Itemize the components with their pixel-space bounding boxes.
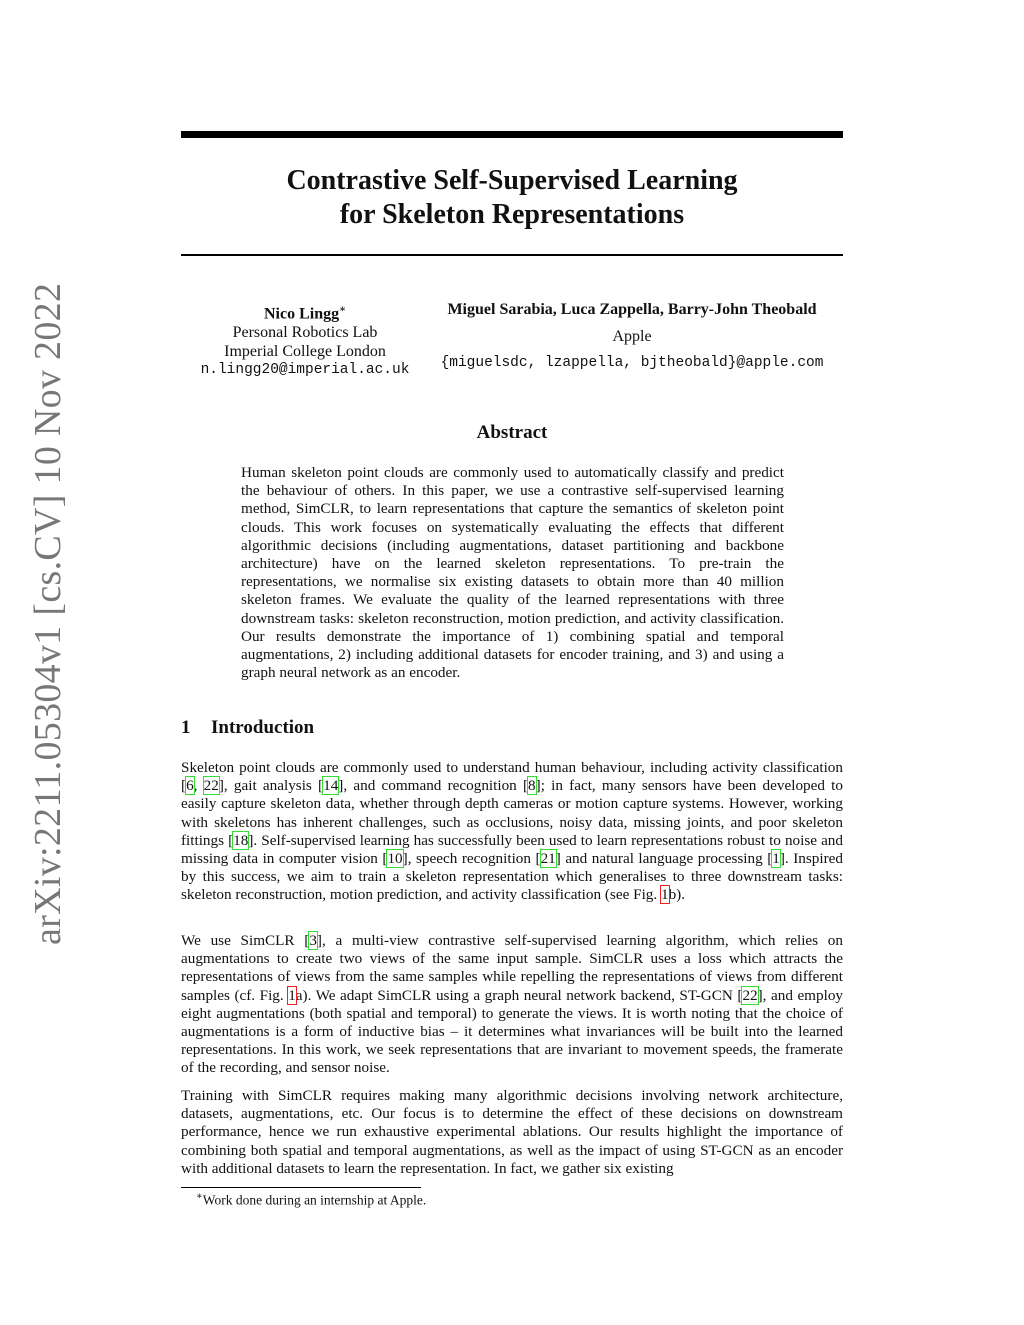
- citation-link[interactable]: 14: [323, 777, 339, 795]
- author-block-2: [430, 300, 834, 373]
- author-affiliation-apple: Apple: [612, 328, 652, 345]
- citation-link[interactable]: 3: [309, 932, 317, 949]
- citation-link[interactable]: 18: [233, 831, 249, 849]
- section-heading-introduction: [181, 717, 314, 739]
- citation-link[interactable]: 1: [772, 850, 780, 868]
- author-block-1: [190, 300, 420, 380]
- author-affiliation-college: Imperial College London: [224, 343, 386, 361]
- author-name: Nico Lingg∗: [263, 304, 347, 323]
- paper-title: [181, 164, 843, 232]
- citation-link[interactable]: 21: [540, 850, 556, 868]
- citation-link[interactable]: 8: [528, 777, 536, 795]
- author-affiliation-lab: Personal Robotics Lab: [232, 324, 378, 342]
- title-line-1: Contrastive Self-Supervised Learning: [286, 165, 738, 196]
- section-title: Introduction: [211, 717, 315, 738]
- abstract-heading: Abstract: [476, 422, 548, 443]
- title-line-2: for Skeleton Representations: [339, 199, 685, 230]
- author-email: n.lingg20@imperial.ac.uk: [200, 362, 410, 379]
- author-names: Miguel Sarabia, Luca Zappella, Barry-John Theobald: [447, 301, 817, 318]
- figure-reference-link[interactable]: 1: [660, 886, 669, 904]
- citation-link[interactable]: 10: [387, 850, 403, 868]
- intro-paragraph-1: Skeleton point clouds are commonly used to understand human behaviour, including activity classification [6, 22], gait analysis [14], and command recognition [8]; in fact, many sensors have been developed to easily capture skeleton data, whether through depth cameras or motion capture systems. However, working with skeletons has inherent challenges, such as occlusions, noisy data, missing joints, and poor skeleton fittings [18]. Self-supervised learning has successfully been used to learn representations robust to noise and missing data in computer vision [10], speech recognition [21] and natural language processing [1]. Inspired by this success, we aim to train a skeleton representation which generalises to three downstream tasks: skeleton reconstruction, motion prediction, and activity classification (see Fig. 1b).: [181, 759, 843, 904]
- intro-paragraph-3: Training with SimCLR requires making many algorithmic decisions involving network architecture, datasets, augmentations, etc. Our focus is to determine the effect of these decisions on downstream performance, hence we run exhaustive experimental ablations. Our results highlight the importance of combining both spatial and temporal augmentations, as well as the impact of using ST-GCN as an encoder with additional datasets to learn the representation. In fact, we gather six existing: [181, 1087, 843, 1177]
- citation-link[interactable]: 22: [203, 777, 219, 795]
- intro-paragraph-2: We use SimCLR [3], a multi-view contrastive self-supervised learning algorithm, which relies on augmentations to create two views of the same input sample. SimCLR uses a loss which attracts the representations of views from the same samples while repelling the representations of views from different samples (cf. Fig. 1a). We adapt SimCLR using a graph neural network backend, ST-GCN [22], and employ eight augmentations (both spatial and temporal) to generate the views. It is worth noting that the choice of augmentations is a form of inductive bias – it determines what invariances will be built into the learned representations. In this work, we seek representations that are invariant to movement speeds, the framerate of the recording, and sensor noise.: [181, 932, 844, 1077]
- title-top-rule: [181, 131, 843, 138]
- title-bottom-rule: [181, 254, 843, 256]
- citation-link[interactable]: 6: [186, 777, 194, 795]
- arxiv-identifier: arXiv:2211.05304v1 [cs.CV] 10 Nov 2022: [27, 282, 69, 945]
- author-emails: {miguelsdc, lzappella, bjtheobald}@apple.com: [440, 355, 824, 371]
- section-number: 1: [181, 717, 191, 738]
- footnote-rule: [181, 1187, 421, 1188]
- footnote: ∗Work done during an internship at Apple.: [196, 1191, 427, 1208]
- abstract-text: Human skeleton point clouds are commonly used to automatically classify and predict the behaviour of others. In this paper, we use a contrastive self-supervised learning method, SimCLR, to learn representations that capture the semantics of skeleton point clouds. This work focuses on systematically evaluating the effects that different algorithmic decisions (including augmentations, dataset partitioning and backbone architecture) have on the learned skeleton representations. To pre-train the representations, we normalise six existing datasets to obtain more than 40 million skeleton frames. We evaluate the quality of the learned representations with three downstream tasks: skeleton reconstruction, motion prediction, and activity classification. Our results demonstrate the importance of 1) combining spatial and temporal augmentations, 2) including additional datasets for encoder training, and 3) and using a graph neural network as an encoder.: [241, 464, 784, 682]
- citation-link[interactable]: 22: [742, 986, 758, 1004]
- figure-reference-link[interactable]: 1: [288, 986, 296, 1004]
